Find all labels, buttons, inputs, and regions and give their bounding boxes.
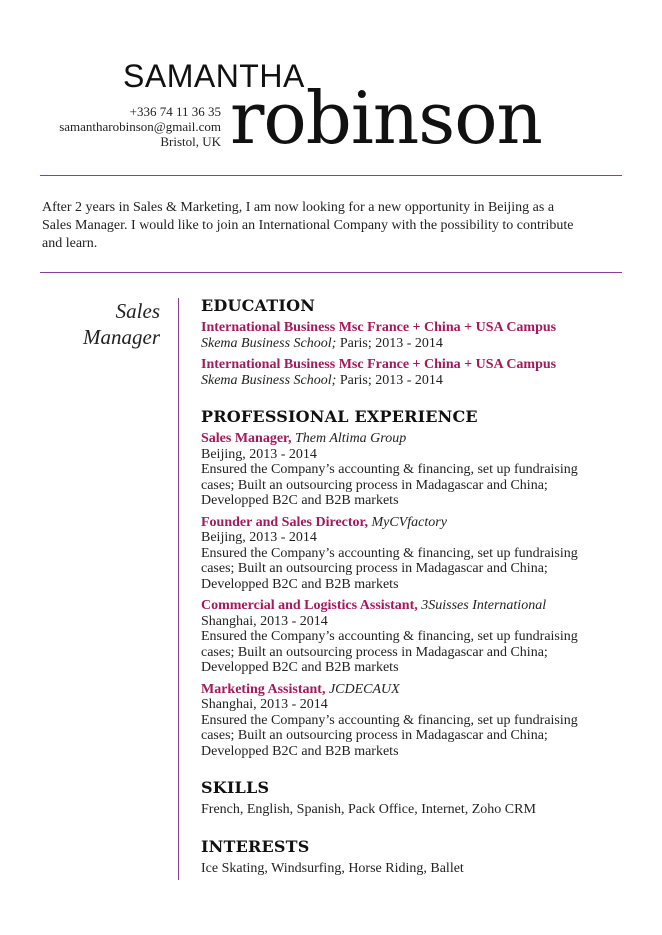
top-divider [40,175,622,176]
experience-heading: PROFESSIONAL EXPERIENCE [201,407,478,426]
education-item [201,320,641,351]
bottom-divider [40,272,622,273]
experience-company: MyCVfactory [367,514,447,530]
phone-number: +336 74 11 36 35 [129,104,221,119]
experience-company: Them Altima Group [291,431,407,446]
location: Bristol, UK [160,134,221,149]
experience-item [201,682,641,760]
education-details: Paris; 2013 - 2014 [336,335,443,351]
experience-desc: Developped B2C and B2B markets [201,660,399,675]
skills-text: French, English, Spanish, Pack Office, Internet, Zoho CRM [201,802,536,817]
experience-desc: Ensured the Company’s accounting & financing, set up fundraising [201,629,578,644]
interests-heading: INTERESTS [201,836,310,856]
experience-item [201,431,641,509]
job-title-line2: Manager [83,325,160,349]
experience-desc: cases; Built an outsourcing process in Madagascar and China; [201,477,548,493]
experience-desc: Developped B2C and B2B markets [201,743,399,759]
education-item [201,357,641,388]
resume-body [201,296,641,882]
experience-place: Beijing, 2013 - 2014 [201,530,317,545]
experience-desc: Developped B2C and B2B markets [201,493,399,508]
skills-heading: SKILLS [201,778,270,797]
experience-place: Shanghai, 2013 - 2014 [201,697,328,712]
experience-desc: cases; Built an outsourcing process in Madagascar and China; [201,644,548,660]
experience-place: Shanghai, 2013 - 2014 [201,613,328,629]
experience-desc: cases; Built an outsourcing process in Madagascar and China; [201,561,548,576]
experience-role: Commercial and Logistics Assistant, [201,598,418,613]
experience-company: JCDECAUX [325,681,400,697]
experience-role: Founder and Sales Director, [201,514,368,530]
education-school: Skema Business School; [201,372,337,388]
experience-role: Sales Manager, [201,431,292,446]
email-address: samantharobinson@gmail.com [59,119,221,134]
summary-text: After 2 years in Sales & Marketing, I am now looking for a new opportunity in Beijing as a Sales Manager. I would like to join an International Company with the possibility to contribute and learn. [42,200,574,251]
job-title-line1: Sales [115,299,160,323]
column-divider [178,298,179,880]
experience-item [201,515,641,593]
experience-place: Beijing, 2013 - 2014 [201,446,317,462]
contact-block [59,104,221,149]
education-degree: International Business Msc France + China + USA Campus [201,357,557,372]
experience-role: Marketing Assistant, [201,681,326,697]
experience-desc: Ensured the Company’s accounting & financing, set up fundraising [201,462,578,477]
last-name: robinson [230,76,542,160]
experience-desc: Ensured the Company’s accounting & financing, set up fundraising [201,545,578,561]
education-degree: International Business Msc France + China + USA Campus [201,320,557,335]
experience-desc: Developped B2C and B2B markets [201,576,399,592]
first-name: SAMANTHA [123,58,305,94]
interests-text: Ice Skating, Windsurfing, Horse Riding, Ballet [201,860,464,876]
job-title [83,298,160,350]
experience-desc: cases; Built an outsourcing process in Madagascar and China; [201,728,548,743]
experience-item [201,598,641,676]
education-heading: EDUCATION [201,296,316,315]
education-school: Skema Business School; [201,335,337,351]
experience-company: 3Suisses International [417,598,547,613]
education-details: Paris; 2013 - 2014 [336,372,443,388]
experience-desc: Ensured the Company’s accounting & financing, set up fundraising [201,712,578,728]
